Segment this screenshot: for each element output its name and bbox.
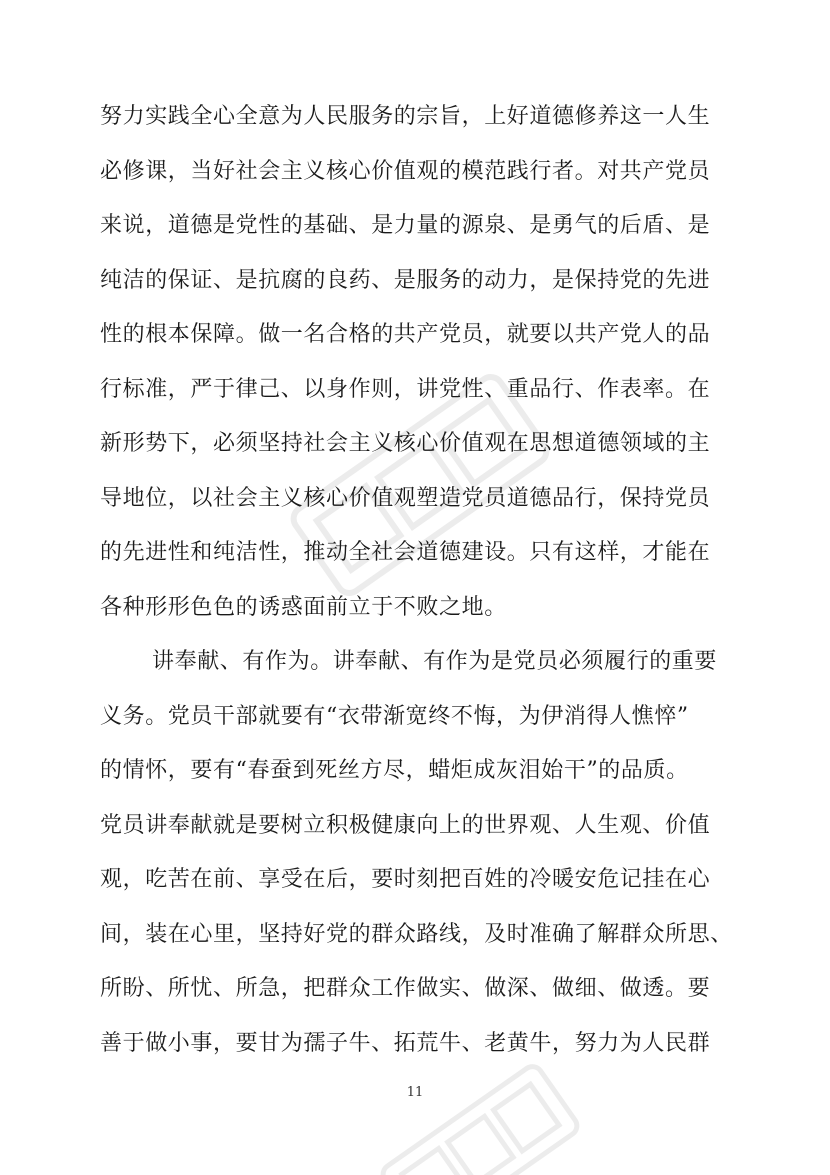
paragraph-line: 所盼、所忧、所急，把群众工作做实、做深、做细、做透。要 (100, 976, 711, 1001)
paragraph-line: 的情怀，要有“春蚕到死丝方尽，蜡炬成灰泪始干”的品质。 (100, 758, 689, 783)
paragraph-line: 义务。党员干部就要有“衣带渐宽终不悔，为伊消得人憔悴” (100, 703, 689, 729)
paragraph-line: 来说，道德是党性的基础、是力量的源泉、是勇气的后盾、是 (100, 213, 711, 238)
paragraph-2 (100, 635, 733, 1071)
paragraph-line: 各种形形色色的诱惑面前立于不败之地。 (100, 594, 507, 620)
paragraph-line: 善于做小事，要甘为孺子牛、拓荒牛、老黄牛，努力为人民群 (100, 1030, 711, 1056)
paragraph-line: 间，装在心里，坚持好党的群众路线，及时准确了解群众所思、 (100, 921, 733, 947)
paragraph-line: 观，吃苦在前、享受在后，要时刻把百姓的冷暖安危记挂在心 (100, 867, 711, 892)
paragraph-line: 导地位，以社会主义核心价值观塑造党员道德品行，保持党员 (100, 485, 711, 511)
paragraph-line: 性的根本保障。做一名合格的共产党员，就要以共产党人的品 (100, 322, 711, 347)
paragraph-line: 党员讲奉献就是要树立积极健康向上的世界观、人生观、价值 (100, 812, 711, 838)
document-body (100, 90, 733, 1071)
paragraph-line: 纯洁的保证、是抗腐的良药、是服务的动力，是保持党的先进 (100, 267, 711, 293)
paragraph-1 (100, 90, 730, 635)
paragraph-line: 必修课，当好社会主义核心价值观的模范践行者。对共产党员 (100, 158, 711, 184)
page-number: 11 (406, 1085, 424, 1100)
watermark-logo-bottom (372, 1056, 587, 1175)
paragraph-line: 讲奉献、有作为。讲奉献、有作为是党员必须履行的重要 (152, 649, 718, 674)
paragraph-line: 的先进性和纯洁性，推动全社会道德建设。只有这样，才能在 (100, 540, 711, 565)
paragraph-line: 努力实践全心全意为人民服务的宗旨，上好道德修养这一人生 (100, 104, 711, 129)
paragraph-line: 新形势下，必须坚持社会主义核心价值观在思想道德领域的主 (100, 431, 711, 456)
paragraph-line: 行标准，严于律己、以身作则，讲党性、重品行、作表率。在 (100, 376, 711, 402)
